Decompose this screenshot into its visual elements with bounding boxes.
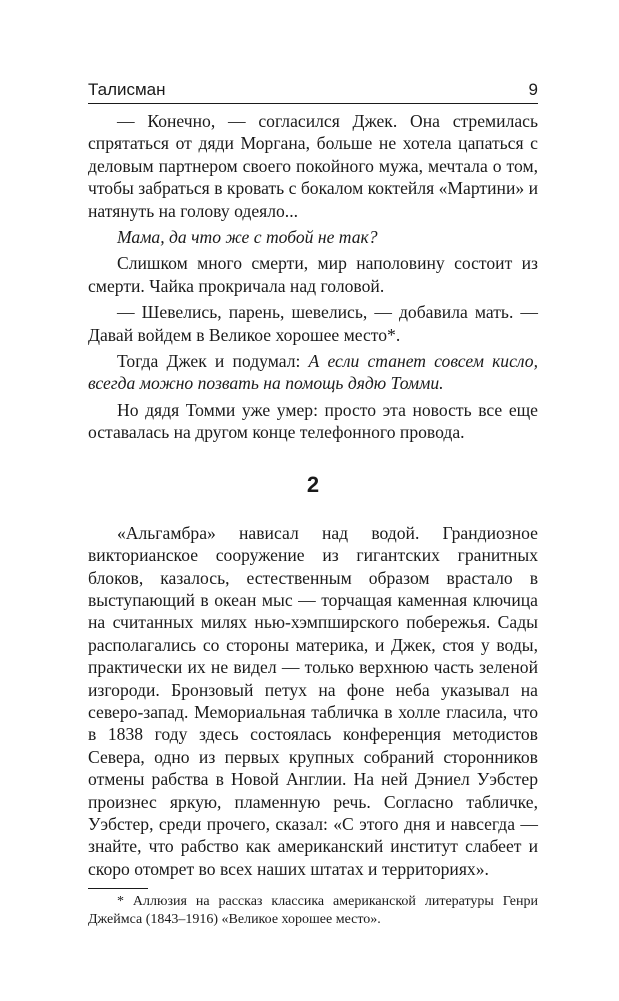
paragraph-italic-thought — [88, 226, 538, 248]
paragraph-text: Тогда Джек и подумал: — [117, 351, 309, 372]
paragraph — [88, 399, 538, 444]
footnote-divider — [88, 888, 148, 889]
footnote: * Аллюзия на рассказ классика американской литературы Генри Джеймса (1843–1916) «Великое хорошее место». — [88, 894, 538, 928]
paragraph-italic-text: А если станет совсем кисло, всегда можно позвать на помощь дядю Томми. — [88, 351, 538, 394]
body-text — [88, 110, 538, 929]
book-page — [88, 80, 538, 929]
paragraph — [88, 350, 538, 395]
paragraph — [88, 301, 538, 346]
chapter-number: 2 — [306, 471, 320, 497]
running-head — [88, 80, 538, 104]
chapter-body — [88, 522, 538, 881]
paragraph-text: — Шевелись, парень, шевелись, — добавила мать. — Давай войдем в Великое хорошее место*. — [88, 302, 538, 345]
paragraph-text: Но дядя Томми уже умер: просто эта новость все еще оставалась на другом конце телефонного провода. — [88, 399, 538, 443]
paragraph-text: Слишком много смерти, мир наполовину состоит из смерти. Чайка прокричала над головой. — [88, 253, 538, 296]
page-number: 9 — [528, 80, 538, 99]
paragraph-text: — Конечно, — согласился Джек. Она стремилась спрятаться от дяди Моргана, больше не хотела цапаться с деловым партнером своего покойного мужа, мечтала о том, чтобы забраться в кровать с бокалом коктейля «Мартини» и натянуть на голову одеяло... — [88, 111, 538, 221]
paragraph — [88, 110, 538, 222]
paragraph — [88, 252, 538, 297]
book-title: Талисман — [88, 80, 166, 99]
paragraph-text: Мама, да что же с тобой не так? — [117, 227, 378, 248]
chapter-paragraph: «Альгамбра» нависал над водой. Грандиозное викторианское сооружение из гигантских гранитных блоков, казалось, естественным образом врастало в выступающий в океан мыс — торчащая каменная ключица на считанных милях нью-хэмпширского побережья. Сады располагались со стороны материка, и Джек, стоя у воды, практически их не видел — только верхнюю часть зеленой изгороди. Бронзовый петух на фоне неба указывал на северо-запад. Мемориальная табличка в холле гласила, что в 1838 году здесь состоялась конференция методистов Севера, одно из первых крупных собраний сторонников отмены рабства в Новой Англии. На ней Дэниел Уэбстер произнес яркую, пламенную речь. Согласно табличке, Уэбстер, среди прочего, сказал: «С этого дня и навсегда — знайте, что рабство как американский институт слабеет и скоро отомрет во всех наших штатах и территориях». — [88, 522, 538, 879]
